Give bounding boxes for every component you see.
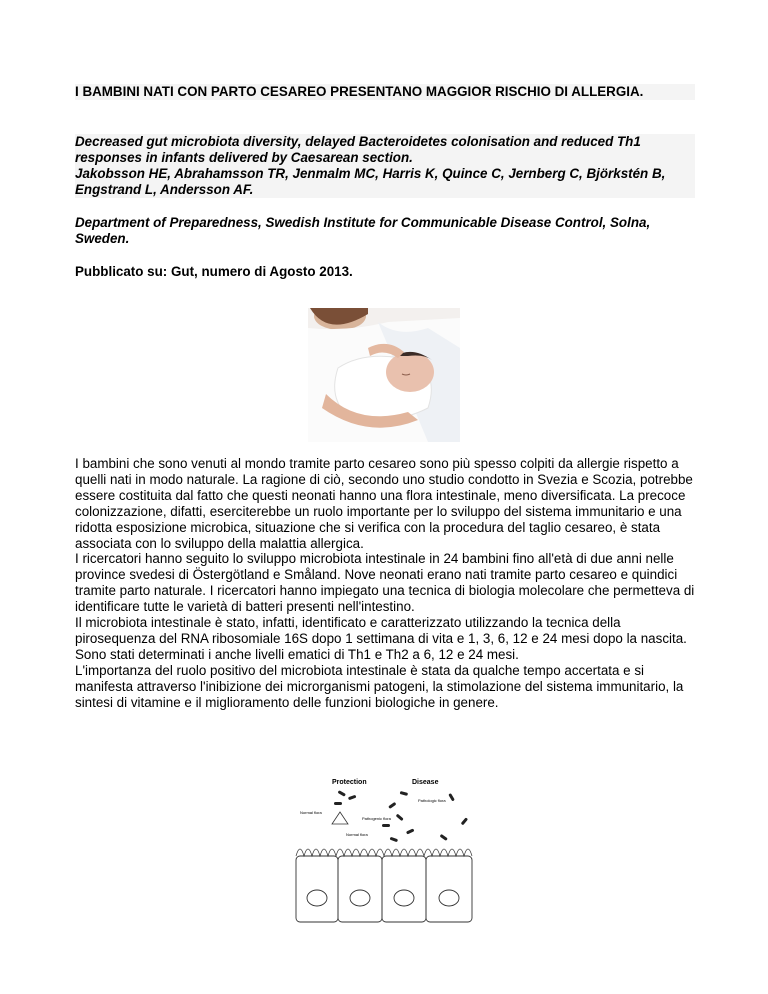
article-title: I BAMBINI NATI CON PARTO CESAREO PRESENTANO MAGGIOR RISCHIO DI ALLERGIA. [75, 84, 695, 100]
paragraph: I bambini che sono venuti al mondo tramite parto cesareo sono più spesso colpiti da allergie rispetto a quelli nati in modo naturale. La ragione di ciò, secondo uno studio condotto in Svezia e Scozia, potrebbe essere costituita dal fatto che questi neonati hanno una flora intestinale, meno diversificata. La precoce colonizzazione, difatti, eserciterebbe un ruolo importante per lo sviluppo del sistema immunitario e una ridotta esposizione microbica, situazione che si verifica con la procedura del taglio cesareo, è stata associata con lo sviluppo della malattia allergica. [75, 456, 693, 551]
figure-heading-disease: Disease [412, 779, 439, 786]
paper-title: Decreased gut microbiota diversity, delayed Bacteroidetes colonisation and reduced Th1 responses in infants delivered by Caesarean section. [75, 134, 695, 166]
affiliation: Department of Preparedness, Swedish Institute for Communicable Disease Control, Solna, Sweden. [75, 215, 651, 246]
figure-heading-protection: Protection [332, 779, 367, 786]
paragraph: Il microbiota intestinale è stato, infatti, identificato e caratterizzato utilizzando la tecnica della pirosequenza del RNA ribosomiale 16S dopo 1 settimana di vita e 1, 3, 6, 12 e 24 mesi dopo la nascita. Sono stati determinati i anche livelli ematici di Th1 e Th2 a 6, 12 e 24 mesi. [75, 615, 687, 662]
figure-label: Normal flora [346, 832, 368, 837]
figure-label: Pathologic flora [418, 798, 446, 803]
mother-newborn-photo [308, 308, 460, 442]
published-line: Pubblicato su: Gut, numero di Agosto 2013. [75, 264, 353, 279]
paragraph: L'importanza del ruolo positivo del microbiota intestinale è stata da qualche tempo accertata e si manifesta attraverso l'inibizione dei microrganismi patogeni, la stimolazione del sistema immunitario, la sintesi di vitamine e il miglioramento delle funzioni biologiche in genere. [75, 662, 684, 710]
figure-label: Pathogenic flora [362, 816, 391, 821]
paragraph: I ricercatori hanno seguito lo sviluppo microbiota intestinale in 24 bambini fino all'età di due anni nelle province svedesi di Östergötland e Småland. Nove neonati erano nati tramite parto cesareo e quindici tramite parto naturale. I ricercatori hanno impiegato una tecnica di biologia molecolare che permetteva di identificare tutte le varietà di batteri presenti nell'intestino. [75, 551, 695, 615]
authors: Jakobsson HE, Abrahamsson TR, Jenmalm MC, Harris K, Quince C, Jernberg C, Björkstén B, Engstrand L, Andersson AF. [75, 166, 695, 198]
figure-label: Normal flora [300, 810, 322, 815]
microbiota-diagram [290, 776, 478, 926]
article-body [75, 456, 700, 711]
